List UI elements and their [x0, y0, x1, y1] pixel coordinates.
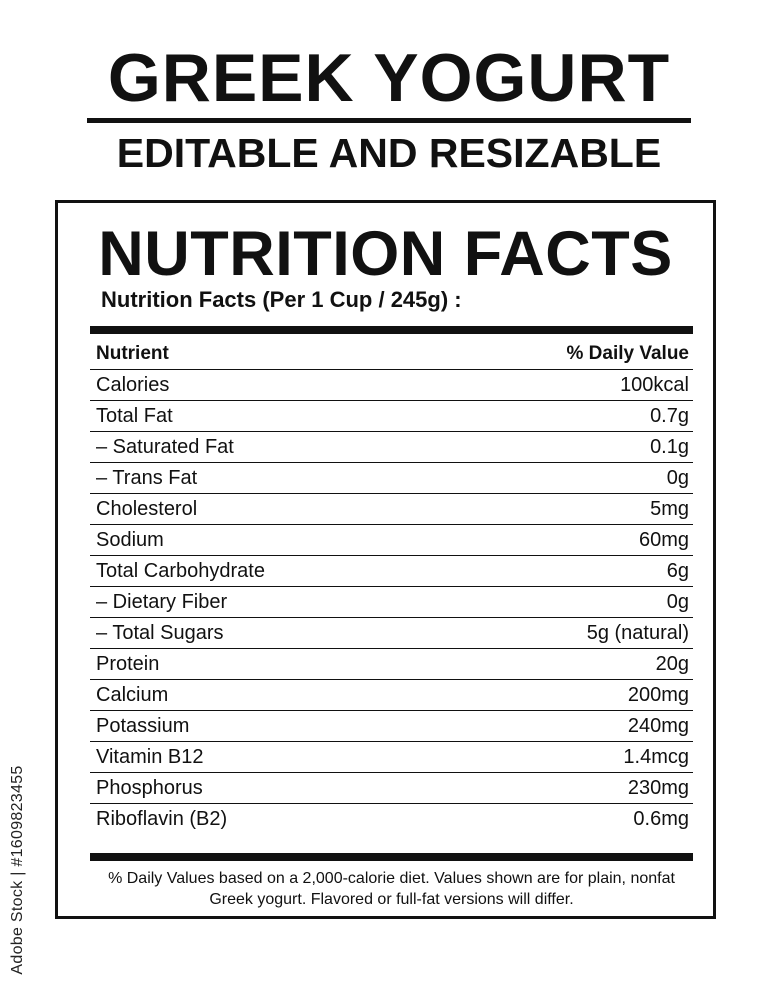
table-row: [90, 804, 693, 835]
nutrition-heading: NUTRITION FACTS: [98, 219, 673, 289]
table-row: [90, 773, 693, 804]
nutrient-value: 6g: [666, 559, 689, 582]
nutrient-value: 5g (natural): [586, 621, 689, 644]
table-row: [90, 432, 693, 463]
table-row: [90, 711, 693, 742]
stock-credit: [8, 750, 28, 990]
table-row: [90, 587, 693, 618]
table-row: [90, 525, 693, 556]
nutrition-table: [90, 338, 693, 835]
nutrient-value: 1.4mcg: [623, 745, 689, 768]
nutrient-value: 230mg: [627, 776, 689, 799]
page-subtitle: EDITABLE AND RESIZABLE: [116, 130, 662, 176]
table-row: [90, 556, 693, 587]
serving-size: Nutrition Facts (Per 1 Cup / 245g) :: [101, 287, 462, 312]
nutrient-name: Riboflavin (B2): [96, 808, 228, 830]
nutrient-name: Calories: [96, 373, 170, 396]
nutrition-label: [55, 200, 716, 919]
nutrient-value: 100kcal: [620, 373, 689, 396]
stock-credit-text: Adobe Stock | #1609823455: [9, 765, 26, 975]
nutrient-value: 200mg: [627, 683, 689, 706]
nutrient-name: Cholesterol: [96, 497, 198, 520]
page-title: GREEK YOGURT: [107, 40, 671, 116]
nutrient-value: 60mg: [638, 528, 689, 551]
nutrient-name: Vitamin B12: [96, 745, 204, 768]
nutrient-value: 20g: [655, 652, 689, 675]
nutrient-value: 240mg: [627, 714, 689, 737]
nutrient-name: Potassium: [96, 714, 190, 737]
thick-divider-top: [90, 326, 693, 334]
daily-value-footnote: % Daily Values based on a 2,000-calorie diet. Values shown are for plain, nonfat Greek yogurt. Flavored or full-fat versions will differ.: [108, 870, 675, 908]
nutrient-name: – Total Sugars: [96, 621, 224, 644]
table-row: [90, 618, 693, 649]
column-nutrient: Nutrient: [96, 342, 169, 364]
nutrient-value: 0.1g: [650, 435, 689, 458]
nutrient-value: 0.6mg: [633, 808, 689, 830]
table-row: [90, 649, 693, 680]
nutrient-value: 0g: [666, 466, 689, 489]
table-row: [90, 742, 693, 773]
table-row: [90, 370, 693, 401]
nutrient-name: Total Fat: [96, 404, 173, 427]
nutrient-name: – Dietary Fiber: [96, 590, 228, 613]
table-row: [90, 463, 693, 494]
title-divider: [87, 118, 691, 123]
nutrient-name: Calcium: [96, 683, 169, 706]
table-row: [90, 494, 693, 525]
column-daily-value: % Daily Value: [566, 342, 689, 364]
nutrient-value: 0.7g: [650, 404, 689, 427]
thick-divider-bottom: [90, 853, 693, 861]
nutrient-value: 0g: [666, 590, 689, 613]
nutrient-name: Sodium: [96, 528, 164, 551]
nutrient-value: 5mg: [650, 497, 689, 520]
nutrient-name: Protein: [96, 652, 160, 675]
nutrient-name: – Trans Fat: [96, 466, 198, 489]
nutrient-name: – Saturated Fat: [96, 435, 234, 458]
table-row: [90, 680, 693, 711]
table-header: [90, 338, 693, 370]
table-row: [90, 401, 693, 432]
nutrient-name: Total Carbohydrate: [96, 559, 265, 582]
nutrient-name: Phosphorus: [96, 776, 203, 799]
